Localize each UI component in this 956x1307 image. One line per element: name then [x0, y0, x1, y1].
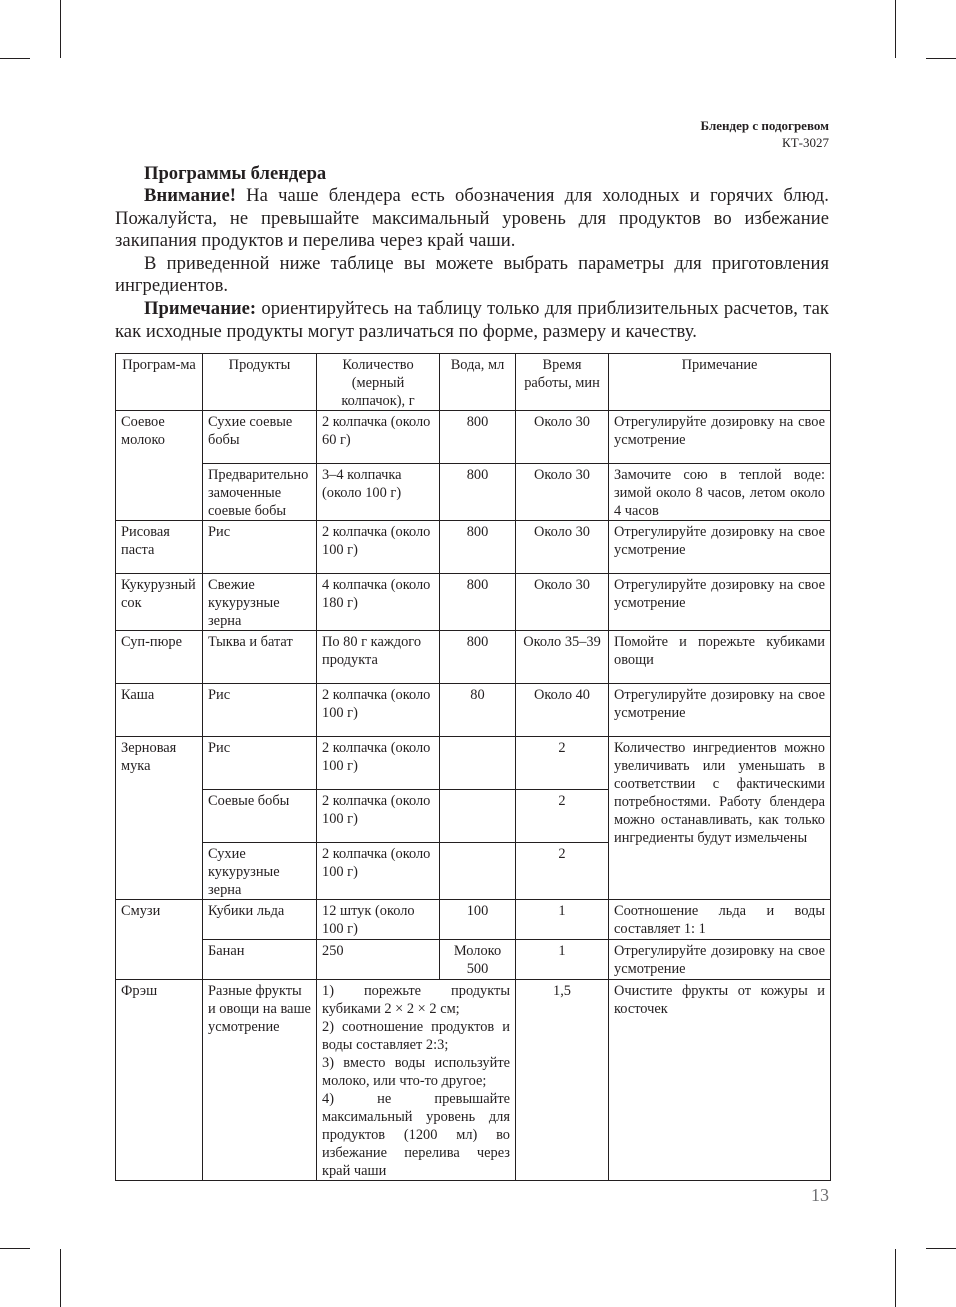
table-row: [116, 940, 831, 980]
table-row: [116, 631, 831, 684]
table-row: [116, 684, 831, 737]
section-title: Программы блендера: [144, 163, 327, 184]
quantity-cell: 3–4 колпачка (около 100 г): [317, 464, 440, 521]
table-row: [116, 980, 831, 1181]
water-cell: 800: [440, 464, 516, 521]
water-cell: 800: [440, 631, 516, 684]
quantity-cell: 2 колпачка (около 100 г): [317, 790, 440, 843]
time-cell: 1,5: [516, 980, 609, 1181]
table-header-row: [116, 354, 831, 411]
product-cell: Сухие кукурузные зерна: [203, 843, 317, 900]
attention-paragraph: [115, 185, 829, 253]
product-cell: Рис: [203, 684, 317, 737]
product-cell: Свежие кукурузные зерна: [203, 574, 317, 631]
product-cell: Банан: [203, 940, 317, 980]
attention-label: Внимание!: [144, 185, 236, 206]
table-row: [116, 411, 831, 464]
quantity-cell: 2 колпачка (около 60 г): [317, 411, 440, 464]
note-cell: Отрегулируйте дозировку на свое усмотрение: [609, 684, 831, 737]
water-cell: [440, 790, 516, 843]
time-cell: 2: [516, 843, 609, 900]
product-cell: Кубики льда: [203, 900, 317, 940]
crop-mark: [0, 1248, 30, 1249]
page-number: 13: [811, 1185, 829, 1205]
crop-mark: [895, 1249, 896, 1307]
product-cell: Сухие соевые бобы: [203, 411, 317, 464]
time-cell: 1: [516, 940, 609, 980]
crop-mark: [60, 0, 61, 58]
product-cell: Рис: [203, 737, 317, 790]
quantity-cell: 12 штук (около 100 г): [317, 900, 440, 940]
table-row: [116, 521, 831, 574]
product-cell: Предварительно замоченные соевые бобы: [203, 464, 317, 521]
product-cell: Соевые бобы: [203, 790, 317, 843]
time-cell: Около 40: [516, 684, 609, 737]
program-cell: Кукурузный сок: [116, 574, 203, 631]
header-program: Програм-ма: [116, 354, 203, 411]
water-cell: 800: [440, 574, 516, 631]
header-note: Примечание: [609, 354, 831, 411]
water-cell: 800: [440, 411, 516, 464]
time-cell: 2: [516, 790, 609, 843]
crop-mark: [60, 1249, 61, 1307]
time-cell: Около 35–39: [516, 631, 609, 684]
note-cell: Замочите сою в теплой воде: зимой около 8 часов, летом около 4 часов: [609, 464, 831, 521]
quantity-cell: 2 колпачка (около 100 г): [317, 843, 440, 900]
program-cell: Соевое молоко: [116, 411, 203, 521]
table-row: [116, 737, 831, 790]
quantity-cell: 2 колпачка (около 100 г): [317, 684, 440, 737]
attention-text: На чаше блендера есть обозначения для холодных и горячих блюд. Пожалуйста, не превышайте максимальный уровень для продуктов во избежание закипания продуктов и перелива через край чаши.: [115, 185, 829, 252]
program-cell: Каша: [116, 684, 203, 737]
model-name: Блендер с подогревом: [700, 118, 829, 133]
quantity-cell: 2 колпачка (около 100 г): [317, 521, 440, 574]
water-cell: 800: [440, 521, 516, 574]
program-cell: Фрэш: [116, 980, 203, 1181]
water-cell: 80: [440, 684, 516, 737]
time-cell: Около 30: [516, 574, 609, 631]
header-time: Время работы, мин: [516, 354, 609, 411]
product-cell: Тыква и батат: [203, 631, 317, 684]
water-cell: [440, 737, 516, 790]
page-header: [701, 117, 829, 151]
product-cell: Разные фрукты и овощи на ваше усмотрение: [203, 980, 317, 1181]
note-cell: Отрегулируйте дозировку на свое усмотрение: [609, 411, 831, 464]
instructions-cell: [317, 980, 516, 1181]
instruction-step: 1) порежьте продукты кубиками 2 × 2 × 2 см;: [322, 983, 510, 1017]
table-row: [116, 574, 831, 631]
table-intro-paragraph: В приведенной ниже таблице вы можете выбрать параметры для приготовления ингредиентов.: [115, 252, 829, 297]
crop-mark: [0, 58, 30, 59]
header-quantity: Количество (мерный колпачок), г: [317, 354, 440, 411]
table-row: [116, 464, 831, 521]
header-products: Продукты: [203, 354, 317, 411]
note-cell: Очистите фрукты от кожуры и косточек: [609, 980, 831, 1181]
crop-mark: [926, 1248, 956, 1249]
note-cell: Соотношение льда и воды составляет 1: 1: [609, 900, 831, 940]
water-cell: [440, 843, 516, 900]
quantity-cell: 250: [317, 940, 440, 980]
table-row: [116, 900, 831, 940]
note-text: ориентируйтесь на таблицу только для приблизительных расчетов, так как исходные продукты могут различаться по форме, размеру и качеству.: [115, 297, 829, 342]
program-cell: Смузи: [116, 900, 203, 980]
note-label: Примечание:: [144, 297, 257, 319]
header-water: Вода, мл: [440, 354, 516, 411]
time-cell: 1: [516, 900, 609, 940]
product-cell: Рис: [203, 521, 317, 574]
intro-section: [115, 162, 829, 343]
quantity-cell: 4 колпачка (около 180 г): [317, 574, 440, 631]
time-cell: Около 30: [516, 411, 609, 464]
program-cell: Суп-пюре: [116, 631, 203, 684]
time-cell: Около 30: [516, 521, 609, 574]
note-cell: Отрегулируйте дозировку на свое усмотрение: [609, 521, 831, 574]
note-cell: Помойте и порежьте кубиками овощи: [609, 631, 831, 684]
programs-table: [115, 353, 831, 1181]
quantity-cell: По 80 г каждого продукта: [317, 631, 440, 684]
note-cell: Отрегулируйте дозировку на свое усмотрение: [609, 940, 831, 980]
quantity-cell: 2 колпачка (около 100 г): [317, 737, 440, 790]
crop-mark: [895, 0, 896, 58]
instruction-step: 2) соотношение продуктов и воды составляет 2:3;: [322, 1019, 510, 1053]
water-cell: Молоко 500: [440, 940, 516, 980]
note-cell: Отрегулируйте дозировку на свое усмотрение: [609, 574, 831, 631]
note-cell: Количество ингредиентов можно увеличивать или уменьшать в соответствии с фактическими потребностями. Работу блендера можно останавливать, как только ингредиенты будут измельчены: [609, 737, 831, 900]
program-cell: Зерновая мука: [116, 737, 203, 900]
crop-mark: [926, 58, 956, 59]
model-code: КТ-3027: [782, 135, 829, 150]
time-cell: Около 30: [516, 464, 609, 521]
time-cell: 2: [516, 737, 609, 790]
water-cell: 100: [440, 900, 516, 940]
program-cell: Рисовая паста: [116, 521, 203, 574]
instruction-step: 3) вместо воды используйте молоко, или что-то другое;: [322, 1055, 510, 1089]
instruction-step: 4) не превышайте максимальный уровень для продуктов (1200 мл) во избежание перелива через край чаши: [322, 1091, 510, 1179]
note-paragraph: [115, 298, 829, 343]
